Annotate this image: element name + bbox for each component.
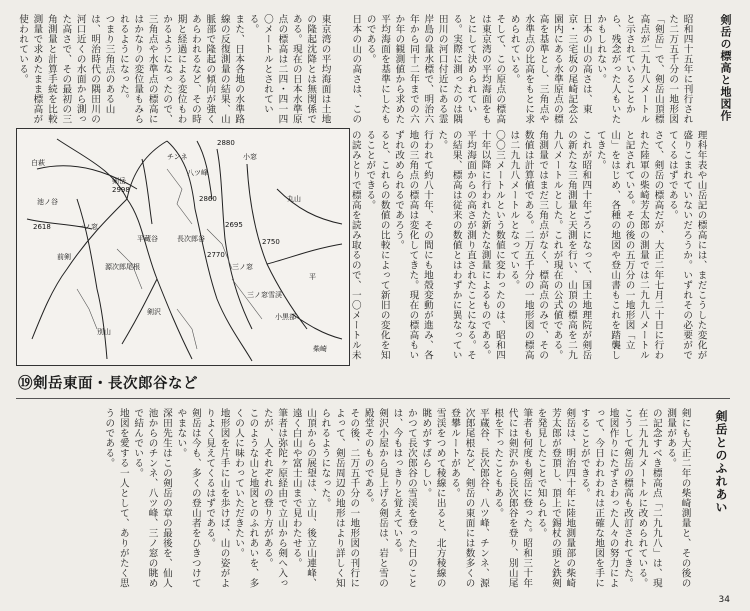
map-label: 三ノ窓雪渓 — [247, 291, 282, 299]
map-label: 柴崎 — [313, 345, 327, 353]
map-figure — [16, 128, 350, 366]
map-label: 池ノ谷 — [37, 198, 58, 206]
paragraph: その後、二万五千分の一地形図の刊行によって、剣岳周辺の地形はより詳しく知られるようになった。 — [319, 408, 360, 588]
paragraph: 平均海面からの高さが測り直されたことになる。その結果、標高は従来の数値とはわずかに異なっていた。 — [436, 130, 477, 360]
paragraph: 深田先生はこの剣岳の章の最後を、仙人池からのチンネ、八ツ峰、三ノ窓の眺めで結んでいる。 — [132, 408, 172, 588]
paragraph: これが昭和四十年ごろになって、国土地理院が剣岳の新たな三角測量と天測を行い、山頂の標高を二九九八メートルとした。これが現在の公式値である。 — [551, 130, 592, 360]
map-label: 2880 — [217, 139, 235, 147]
paragraph: 日本の山の高さは、この — [350, 14, 362, 124]
map-label: 2770 — [207, 251, 225, 259]
paragraph: そして、この原点の標高は東京湾の平均海面をもとにして決められている。実際に測ったのは隅田川の河口付近にある霊岸島の量水標で、明治六年から同十二年までの六か年の観測値から求めた平均海面を基準にしたものである。 — [364, 14, 506, 124]
map-label: 源次郎尾根 — [105, 263, 140, 271]
text-column — [16, 408, 706, 596]
map-label: 一ノ窓 — [77, 223, 98, 231]
paragraph: 剣沢小屋から見上げる剣岳は、岩と雪の殿堂そのものである。 — [362, 408, 389, 588]
paragraph: 剣岳は今も、多くの登山者をひきつけてやまない。 — [175, 408, 201, 588]
divider — [16, 398, 730, 399]
paragraph: 昭和四十五年に刊行された二万五千分の一地形図「剣岳」で、剣岳山頂標高点が二九九八メートルと示されていることから、残念がった人もいたかもしれない。 — [595, 14, 693, 124]
map-label: 2695 — [225, 221, 243, 229]
paragraph: 地図を愛する一人として、ありがたく思うのである。 — [103, 408, 129, 588]
map-label: 2618 — [33, 223, 51, 231]
paragraph: の記念すべき標高点「二九九八」は、現在二九九九メートルに改められている。 — [636, 408, 662, 588]
map-label: 小黒部 — [275, 313, 296, 321]
paragraph: また、日本各地の水準路線の反復測量の結果、山脈部で隆起の傾向が強くあらわれるなど、その時期と経過による変位もわかるようになったので、三角点や水準点の標高にはかなりの変位量もみられるようになった。 — [117, 14, 245, 124]
map-label: 八ツ峰 — [187, 169, 208, 177]
ridge-map — [17, 129, 349, 365]
text-column — [350, 130, 722, 365]
paragraph: さて、剣岳の標高だが、大正二年七月二十日に行われた陸軍の柴崎芳太郎の測量では二九九八メートルと記されている。その後の五万分の一地形図「立山」をはじめ、各種の地図や登山書もこれを踏襲してきた。 — [594, 130, 664, 360]
paragraph: かつて長次郎谷の雪渓を登った日のことは、今もはっきりと覚えている。 — [391, 408, 417, 588]
paragraph: 日本の山の高さは、東京・三宅坂の尾崎記念公園内にある水準原点の標高を基準とし、三角点や水準点の比高をもとに求められている。 — [508, 14, 592, 124]
section-heading: 剣岳とのふれあい — [714, 410, 728, 514]
map-label: 剣岳 — [112, 177, 126, 185]
page-number: 34 — [718, 595, 730, 605]
paragraph: 筆者も何度も剣岳に登った。昭和三十年代には剣沢から長次郎谷を登り、別山尾根を下ったこともある。 — [492, 408, 533, 588]
map-label: 三ノ窓 — [232, 263, 253, 271]
map-label: 白萩 — [31, 159, 45, 167]
paragraph: つまり三角点のある山は、明治時代の隅田川の河口近くの水面から測った高さで、その最初の三角測量と計算手続を比較測量で求めたまま標高が使われている。 — [17, 14, 115, 124]
paragraph: ると、これらの数値の比較によって新旧の変化を知ることができる。 — [364, 130, 390, 360]
figure-caption: ⑲剣岳東面・長次郎谷など — [18, 376, 198, 392]
paragraph: 雪渓をつめて稜線に出ると、北方稜線の眺めがすばらしい。 — [420, 408, 446, 588]
map-label: 小窓 — [243, 153, 257, 161]
map-label: 平蔵谷 — [137, 235, 158, 243]
text-column — [16, 14, 346, 124]
map-label: 丸山 — [287, 195, 301, 203]
paragraph: このような山と地図とのふれあいを、多くの人に味わっていただきたい。 — [233, 408, 259, 588]
map-label: 長次郎谷 — [177, 235, 205, 243]
paragraph: の読みとりで標高を読み取るので、一〇メートル未 — [350, 130, 361, 360]
map-label: 平 — [309, 273, 316, 281]
paragraph: こうして剣岳の標高も改訂されてきた。地図作りにたずさわった人々の努力によって、今日われわれは正確な地図を手にすることができる。 — [578, 408, 633, 588]
paragraph: 山頂からの展望は、立山、後立山連峰、遠く白山や富士山まで見わたせる。 — [290, 408, 317, 588]
paragraph: 〇〇三メートルという数値に変わったのは、昭和四十年以降に行われた新たな測量によるものである。 — [479, 130, 505, 360]
paragraph: 剣にも大正二年の柴崎測量と、その後の測量がある。 — [665, 408, 691, 588]
map-label: 剣沢 — [147, 308, 161, 316]
map-label: 2860 — [199, 195, 217, 203]
map-label: チンネ — [167, 153, 188, 161]
map-label: 別山 — [97, 328, 111, 336]
paragraph: 平蔵谷、長次郎谷、八ツ峰、チンネ、源次郎尾根など、剣岳の東面には数多くの登攀ルートがある。 — [449, 408, 489, 588]
map-label: 2750 — [262, 238, 280, 246]
text-column — [350, 14, 708, 126]
map-label: 前剣 — [57, 253, 71, 261]
paragraph: 行われて約八十年、その間にも地殻変動が進み、各地の三角点の標高は変化してきた。現在の標高もいずれ改められるであろう。 — [393, 130, 433, 360]
paragraph: 理科年表や山岳記の標高には、まだこうした変化が盛りこまれていないだろうか。いずれその必要がでてくるはずである。 — [666, 130, 707, 360]
map-label: 2998 — [112, 186, 130, 194]
paragraph: 筆者は弥陀ヶ原経由で立山から剣へ入ったが、人それぞれの登り方がある。 — [261, 408, 288, 588]
section-heading: 剣岳の標高と地図作 — [719, 14, 732, 122]
paragraph: 東京湾の平均海面は土地の隆起沈降とは無関係である。現在の日本水準原点の標高は二四・四一四〇メートルとされている。 — [247, 14, 331, 124]
paragraph: 角測量ではまだ三角点がなく、標高点のみで、その数値は計算値である。二万五千分の一地形図の標高は二九九八メートルとなっている。 — [508, 130, 549, 360]
paragraph: 地形図を片手に山を歩けば、山の姿がよりよく見えてくるはずである。 — [204, 408, 230, 588]
paragraph: 剣岳は、明治四十年に陸地測量部の柴崎芳太郎が登頂し、頂上で錫杖の頭と鉄剣を発見したことで知られる。 — [535, 408, 576, 588]
